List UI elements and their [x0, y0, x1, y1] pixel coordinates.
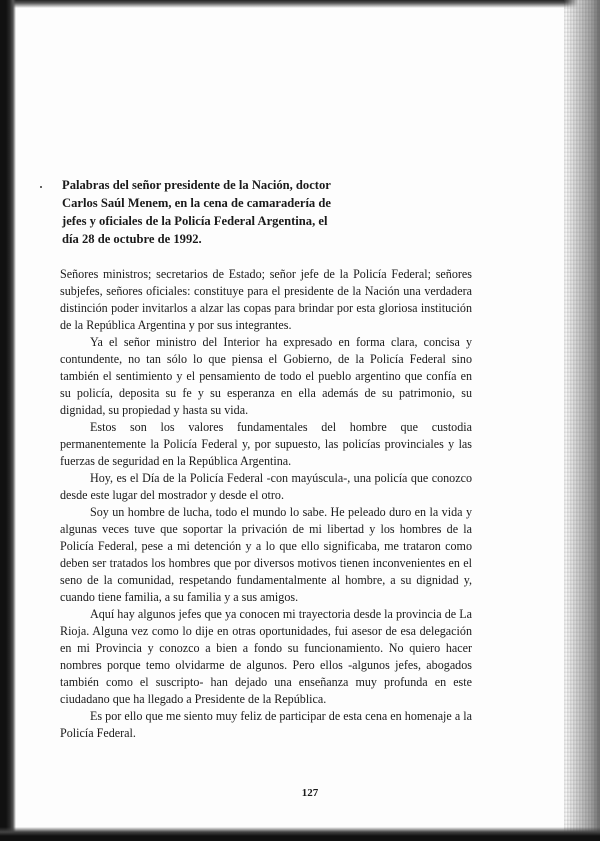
speech-title: Palabras del señor presidente de la Nación, doctor Carlos Saúl Menem, en la cena de camaradería de jefes y oficiales de la Policía Federal Argentina, el día 28 de octubre de 1992. [62, 178, 331, 246]
paragraph: Soy un hombre de lucha, todo el mundo lo sabe. He peleado duro en la vida y algunas veces tuve que soportar la privación de mi libertad y los hombres de la Policía Federal, pese a mi detención y a lo que ello significaba, me trataron como deben ser tratados los hombres que por diversos motivos tienen inconvenientes en el seno de la comunidad, respetando fundamentalmente al hombre, a su dignidad y, cuando tiene familia, a su familia y a sus amigos. [60, 505, 472, 604]
scan-edge-top [0, 0, 600, 8]
paragraph: Señores ministros; secretarios de Estado; señor jefe de la Policía Federal; señores subjefes, señores oficiales: constituye para el presidente de la Nación una verdadera distinción poder invitarlos a alzar las copas para brindar por esta gloriosa institución de la República Argentina y por sus integrantes. [60, 267, 472, 332]
paragraph: Es por ello que me siento muy feliz de participar de esta cena en homenaje a la Policía Federal. [60, 709, 472, 740]
speech-body [60, 266, 472, 742]
paragraph: Aquí hay algunos jefes que ya conocen mi trayectoria desde la provincia de La Rioja. Alguna vez como lo dije en otras oportunidades, fui asesor de esa delegación en mi Provincia y conozco a bien a fondo su funcionamiento. No quiero hacer nombres porque temo olvidarme de algunos. Pero ellos -algunos jefes, abogados también como el suscripto- han dejado una enseñanza muy profunda en este ciudadano que ha llegado a Presidente de la República. [60, 607, 472, 706]
paragraph: Estos son los valores fundamentales del hombre que custodia permanentemente la Policía Federal y, por supuesto, las policías provinciales y las fuerzas de seguridad en la República Argentina. [60, 420, 472, 468]
scan-edge-bottom [0, 827, 600, 841]
paragraph: Ya el señor ministro del Interior ha expresado en forma clara, concisa y contundente, no tan sólo lo que piensa el Gobierno, de la Policía Federal sino también el sentimiento y el pensamiento de todo el pueblo argentino que confía en su policía, deposita su fe y su esperanza en ella además de su patrimonio, su dignidad, su propiedad y hasta su vida. [60, 335, 472, 417]
paragraph: Hoy, es el Día de la Policía Federal -con mayúscula-, una policía que conozco desde este lugar del mostrador y desde el otro. [60, 471, 472, 502]
page-number: 127 [301, 787, 319, 799]
scan-edge-right [564, 0, 600, 841]
scan-speck [40, 186, 42, 188]
scan-edge-left [0, 0, 16, 841]
